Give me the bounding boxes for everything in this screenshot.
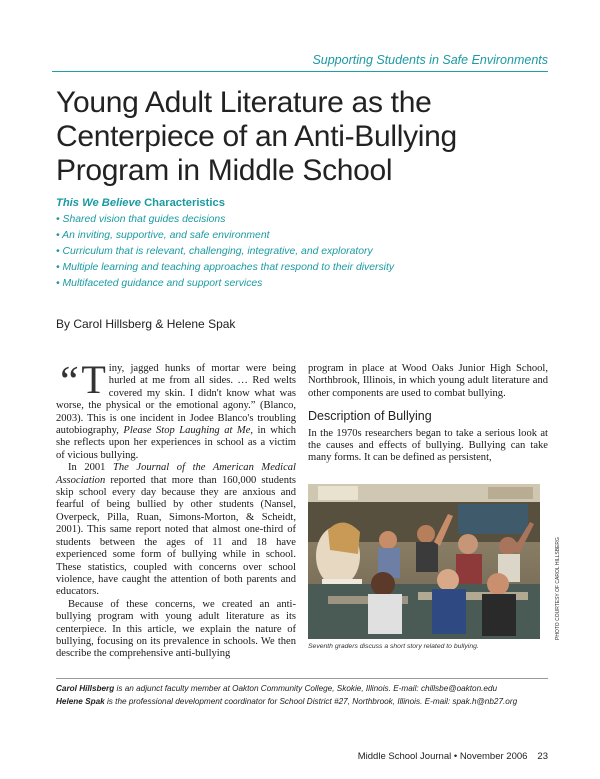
list-item: • Multifaceted guidance and support services <box>56 278 263 289</box>
body-paragraph: In the 1970s researchers began to take a serious look at the causes and effects of bullying. Bullying can take many forms. It can be defined as persistent, <box>308 427 548 464</box>
section-tag: Supporting Students in Safe Environments <box>312 53 548 67</box>
body-column-right <box>308 363 548 465</box>
section-subhead: Description of Bullying <box>308 409 432 424</box>
classroom-photo-illustration <box>308 484 540 639</box>
body-column-left <box>56 357 296 661</box>
page-footer <box>358 751 548 762</box>
dropcap-quote: “ <box>56 359 80 405</box>
header-rule <box>52 71 548 72</box>
list-item: • Curriculum that is relevant, challenging, integrative, and exploratory <box>56 246 373 257</box>
characteristics-heading: This We Believe Characteristics <box>56 197 225 209</box>
body-paragraph: “ T iny, jagged hunks of mortar were being hurled at me from all sides. … Red welts covered my skin. I didn't know what was worse, the physical or the emotional agony.” (Blanco, 2003). This is one incident in Jodee Blanco's troubling autobiography, Please Stop Laughing at Me, in which she reflects upon her experiences in school as a victim of vicious bullying. <box>56 357 296 461</box>
classroom-photo <box>308 484 540 639</box>
body-paragraph: Because of these concerns, we created an anti-bullying program with young adult literature as its centerpiece. In this article, we explain the nature of bullying, focusing on its prevalence in schools. We then describe the comprehensive anti-bullying <box>56 598 296 660</box>
author-bio: Helene Spak is the professional development coordinator for School District #27, Northbrook, Illinois. E-mail: spak.h@nb27.org <box>56 697 518 706</box>
page-number: 23 <box>537 751 548 762</box>
article-title: Young Adult Literature as the Centerpiece of an Anti-Bullying Program in Middle School <box>56 86 457 187</box>
body-paragraph: program in place at Wood Oaks Junior High School, Northbrook, Illinois, in which young adult literature and other components are used to combat bullying. <box>308 363 548 399</box>
characteristics-box <box>56 197 556 292</box>
journal-issue: Middle School Journal • November 2006 <box>357 751 528 762</box>
photo-caption: Seventh graders discuss a short story related to bullying. <box>308 643 479 650</box>
list-item: • Shared vision that guides decisions <box>56 214 226 225</box>
bio-rule <box>56 678 548 679</box>
list-item: • Multiple learning and teaching approaches that respond to their diversity <box>56 262 395 273</box>
dropcap-letter: T <box>81 357 106 402</box>
photo-credit: PHOTO COURTESY OF CAROL HILLSBERG <box>555 537 561 640</box>
author-bio: Carol Hillsberg is an adjunct faculty member at Oakton Community College, Skokie, Illinois. E-mail: chillsbe@oakton.edu <box>56 684 498 693</box>
characteristics-list <box>56 212 556 292</box>
byline: By Carol Hillsberg & Helene Spak <box>56 317 236 331</box>
list-item: • An inviting, supportive, and safe environment <box>56 230 270 241</box>
body-paragraph: In 2001 The Journal of the American Medical Association reported that more than 160,000 students skip school every day because they are anxious and fearful of being bullied by other students (Nansel, Overpeck, Pilla, Ruan, Simons-Morton, & Scheidt, 2001). This same report noted that almost one-third of students between the ages of 11 and 18 have experienced some form of bullying while in school. These statistics, coupled with concerns over school violence, have caught the attention of both parents and educators. <box>56 462 296 598</box>
